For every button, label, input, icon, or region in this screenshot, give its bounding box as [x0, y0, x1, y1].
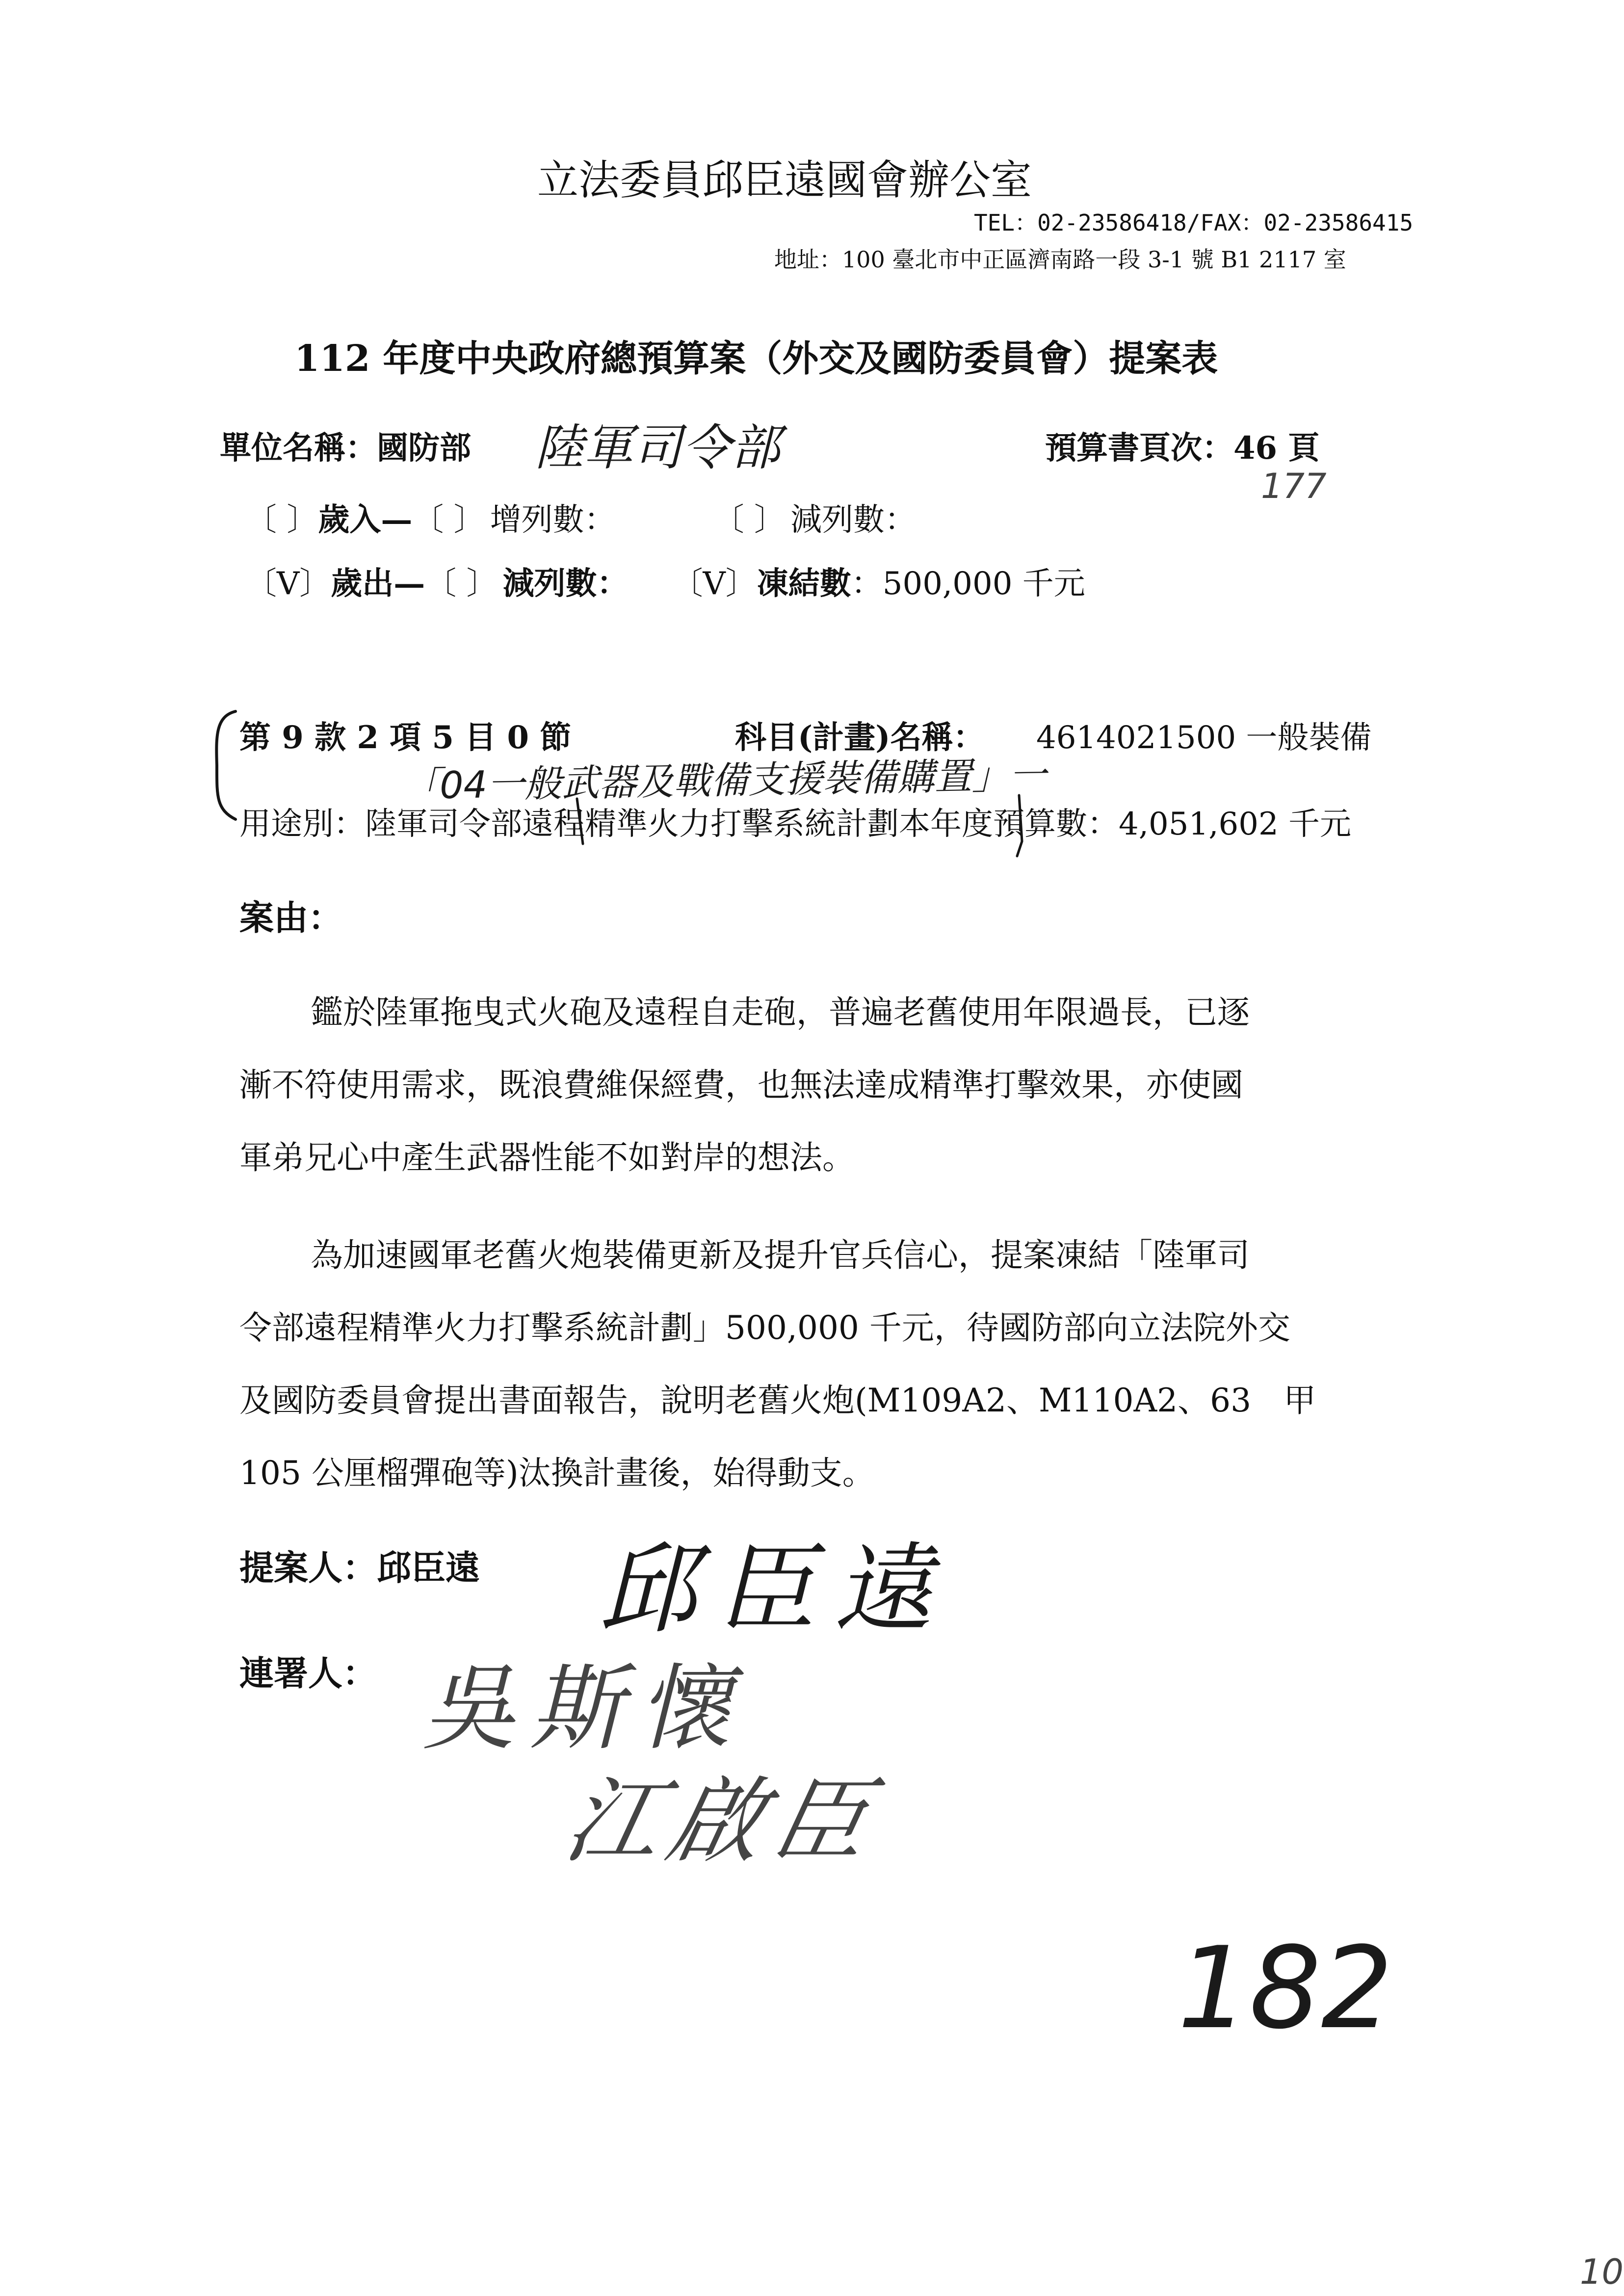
revenue-increase-label: 增列數： — [490, 502, 616, 538]
revenue-decrease-label: 減列數： — [790, 502, 917, 538]
expenditure-label: 歲出— — [331, 565, 425, 602]
reason-paragraph-1 — [239, 976, 1250, 1194]
contact-line: TEL：02-23586418/FAX：02-23586415 — [974, 209, 1414, 236]
reason-p2-line: 及國防委員會提出書面報告，說明老舊火炮(M109A2、M110A2、63 甲 — [239, 1382, 1316, 1419]
reason-p1-line: 漸不符使用需求，既浪費維保經費，也無法達成精準打擊效果，亦使國 — [239, 1066, 1243, 1104]
revenue-increase-checkbox: 〔 〕 — [412, 502, 485, 538]
expenditure-checkbox: 〔V〕 — [245, 566, 331, 602]
cosigner-signature-2: 江啟臣 — [556, 1767, 889, 1876]
cosigner-label: 連署人： — [239, 1653, 377, 1694]
freeze-checkbox: 〔V〕 — [687, 566, 757, 602]
address-line: 地址：100 臺北市中正區濟南路一段 3-1 號 B1 2117 室 — [774, 246, 1346, 273]
page-ref-label: 預算書頁次：46 頁 — [1045, 430, 1320, 467]
section-line: 第 9 款 2 項 5 目 0 節 — [239, 719, 572, 756]
insert-caret-left — [574, 795, 589, 849]
office-title: 立法委員邱臣遠國會辦公室 — [537, 156, 1032, 204]
expenditure-line — [245, 558, 1085, 603]
revenue-label: 歲入— — [318, 501, 413, 538]
unit-label: 單位名稱：國防部 — [220, 430, 471, 467]
insert-caret-right — [1013, 792, 1033, 861]
expenditure-decrease-label: 減列數： — [502, 565, 629, 602]
unit-handwritten: 陸軍司令部 — [535, 419, 780, 476]
revenue-checkbox: 〔 〕 — [245, 502, 318, 538]
reason-p1-line: 鑑於陸軍拖曳式火砲及遠程自走砲，普遍老舊使用年限過長，已逐 — [311, 993, 1250, 1031]
usage-line: 用途別：陸軍司令部遠程精準火力打擊系統計劃本年度預算數：4,051,602 千元 — [239, 806, 1352, 842]
freeze-value: ：500,000 千元 — [851, 566, 1085, 602]
reason-paragraph-2 — [239, 1219, 1316, 1510]
corner-mark: 10 — [1580, 2252, 1624, 2292]
reason-p2-line: 105 公厘榴彈砲等)汰換計畫後，始得動支。 — [239, 1454, 875, 1492]
expenditure-decrease-checkbox: 〔 〕 — [425, 566, 498, 602]
reason-p2-line: 令部遠程精準火力打擊系統計劃」500,000 千元，待國防部向立法院外交 — [239, 1309, 1290, 1347]
freeze-label: 凍結數 — [757, 565, 851, 602]
revenue-decrease-checkbox: 〔 〕 — [728, 502, 786, 538]
revenue-line — [245, 495, 916, 540]
proposer-signature: 邱臣遠 — [599, 1533, 952, 1647]
proposer-label: 提案人：邱臣遠 — [239, 1547, 480, 1588]
reason-p2-line: 為加速國軍老舊火炮裝備更新及提升官兵信心，提案凍結「陸軍司 — [311, 1236, 1250, 1274]
handwritten-insert: 「04一般武器及戰備支援裝備購置」一 — [402, 753, 1047, 808]
reason-heading: 案由： — [239, 897, 342, 938]
page-ref-handwritten: 177 — [1261, 466, 1327, 506]
cosigner-signature-1: 吳斯懷 — [422, 1654, 746, 1763]
page-number: 182 — [1178, 1923, 1393, 2054]
subject-value: 4614021500 一般裝備 — [1036, 720, 1372, 756]
reason-p1-line: 軍弟兄心中產生武器性能不如對岸的想法。 — [239, 1139, 855, 1176]
subject-label: 科目(計畫)名稱： — [735, 719, 985, 756]
form-title: 112 年度中央政府總預算案（外交及國防委員會）提案表 — [294, 338, 1218, 380]
